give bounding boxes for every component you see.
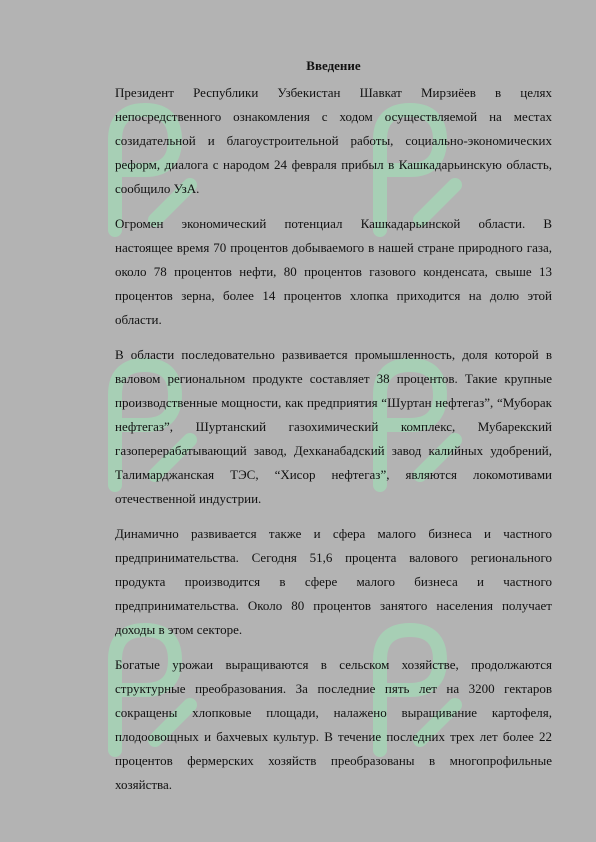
paragraph-line: Президент Республики Узбекистан Шавкат Мирзиёев в целях <box>115 85 552 100</box>
paragraph-line: валовом региональном продукте составляет 38 процентов. Такие крупные <box>115 371 552 386</box>
paragraph-line: структурные преобразования. За последние пять лет на 3200 гектаров <box>115 681 552 696</box>
document-body <box>115 54 552 808</box>
paragraph-line: созидательной и благоустроительной работы, социально-экономических <box>115 133 552 148</box>
paragraph-line: реформ, диалога с народом 24 февраля прибыл в Кашкадарьинскую область, <box>115 157 552 172</box>
paragraph-line: Талимарджанская ТЭС, “Хисор нефтегаз”, являются локомотивами <box>115 467 552 482</box>
paragraph-line: сокращены хлопковые площади, налажено выращивание картофеля, <box>115 705 552 720</box>
paragraph <box>115 343 552 511</box>
paragraph-line: Богатые урожаи выращиваются в сельском хозяйстве, продолжаются <box>115 657 552 672</box>
paragraph-line: Динамично развивается также и сфера малого бизнеса и частного <box>115 526 552 541</box>
paragraph-line: предпринимательства. Около 80 процентов занятого населения получает <box>115 598 552 613</box>
paragraph-line: хозяйства. <box>115 777 173 792</box>
paragraph-line: процентов зерна, более 14 процентов хлопка приходится на долю этой <box>115 288 552 303</box>
paragraph-line: производственные мощности, как предприятия “Шуртан нефтегаз”, “Муборак <box>115 395 552 410</box>
paragraph <box>115 522 552 642</box>
paragraph-line: предпринимательства. Сегодня 51,6 процента валового регионального <box>115 550 552 565</box>
paragraph-line: газоперерабатывающий завод, Дехканабадский завод калийных удобрений, <box>115 443 552 458</box>
paragraph-line: сообщило УзА. <box>115 181 200 196</box>
paragraph-line: плодоовощных и бахчевых культур. В течение последних трех лет более 22 <box>115 729 552 744</box>
paragraph <box>115 653 552 797</box>
paragraph-line: настоящее время 70 процентов добываемого в нашей стране природного газа, <box>115 240 552 255</box>
paragraph-line: отечественной индустрии. <box>115 491 262 506</box>
paragraph <box>115 81 552 201</box>
page-title: Введение <box>306 58 361 73</box>
paragraph-line: непосредственного ознакомления с ходом осуществляемой на местах <box>115 109 552 124</box>
paragraph-line: около 78 процентов нефти, 80 процентов газового конденсата, свыше 13 <box>115 264 552 279</box>
paragraph-line: Огромен экономический потенциал Кашкадарьинской области. В <box>115 216 552 231</box>
paragraph-line: доходы в этом секторе. <box>115 622 243 637</box>
paragraph-line: процентов фермерских хозяйств преобразованы в многопрофильные <box>115 753 552 768</box>
paragraph-line: продукта производится в сфере малого бизнеса и частного <box>115 574 552 589</box>
paragraph-line: В области последовательно развивается промышленность, доля которой в <box>115 347 552 362</box>
paragraphs <box>115 81 552 797</box>
paragraph-line: нефтегаз”, Шуртанский газохимический комплекс, Мубарекский <box>115 419 552 434</box>
paragraph <box>115 212 552 332</box>
paragraph-line: области. <box>115 312 162 327</box>
